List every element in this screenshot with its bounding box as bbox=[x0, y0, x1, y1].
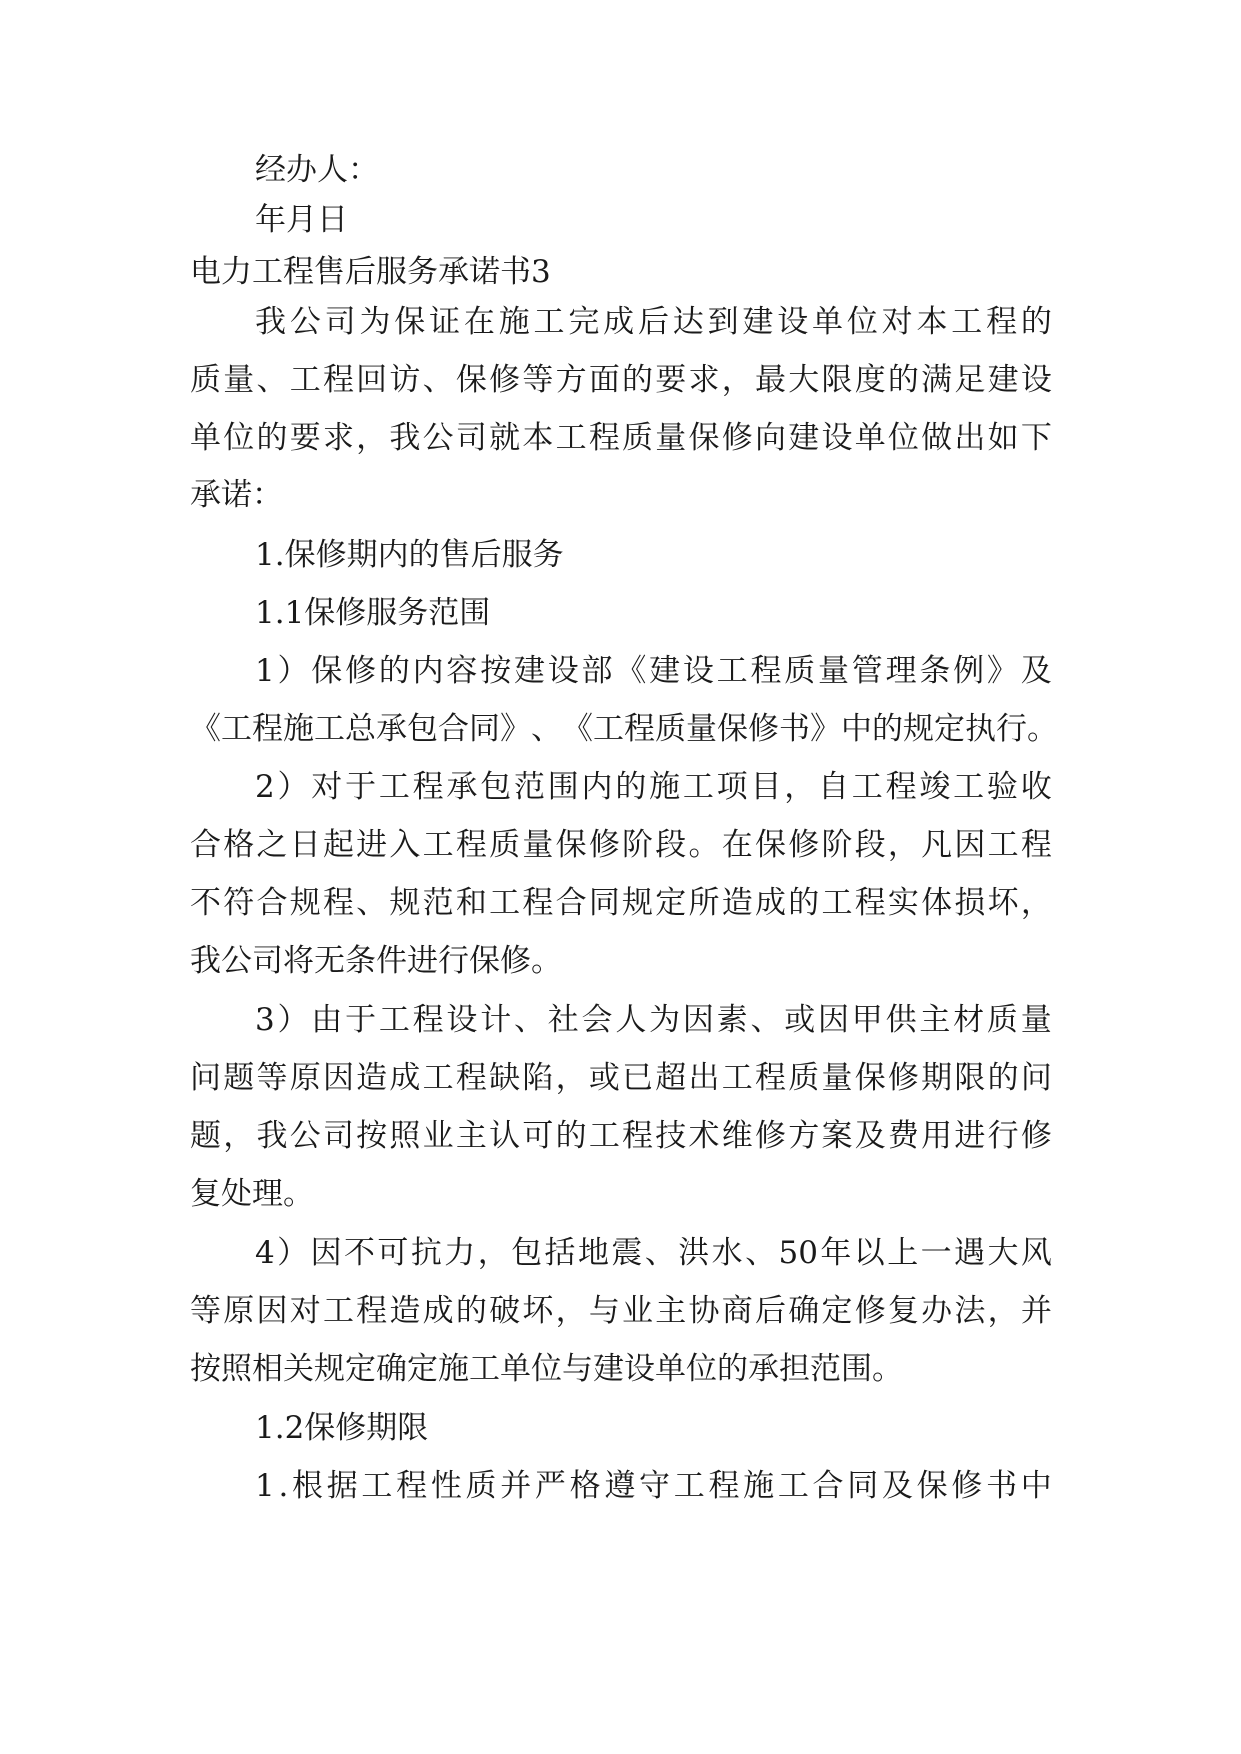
paragraph-line: 复处理。 bbox=[190, 1176, 314, 1212]
date-line: 年月日 bbox=[255, 202, 348, 238]
paragraph-line: 问 题 等 原 因 造 成 工 程 缺 陷 ， 或 已 超 出 工 程 质 量 保 修 期 限 的 问 bbox=[190, 1060, 1052, 1096]
paragraph-line: 1 . 根 据 工 程 性 质 并 严 格 遵 守 工 程 施 工 合 同 及 保 修 书 中 bbox=[255, 1468, 1052, 1504]
paragraph-line: 合 格 之 日 起 进 入 工 程 质 量 保 修 阶 段 。 在 保 修 阶 段 ， 凡 因 工 程 bbox=[190, 827, 1052, 863]
section-title: 电力工程售后服务承诺书3 bbox=[190, 254, 551, 290]
heading-line: 1.1保修服务范围 bbox=[255, 595, 491, 631]
paragraph-line: 不 符 合 规 程 、 规 范 和 工 程 合 同 规 定 所 造 成 的 工 程 实 体 损 坏 ， bbox=[190, 885, 1052, 921]
paragraph-line: 4 ） 因 不 可 抗 力 ， 包 括 地 震 、 洪 水 、 50 年 以 上 一 遇 大 风 bbox=[255, 1235, 1052, 1271]
paragraph-line: 单 位 的 要 求 ， 我 公 司 就 本 工 程 质 量 保 修 向 建 设 单 位 做 出 如 下 bbox=[190, 420, 1052, 456]
paragraph-line: 3 ） 由 于 工 程 设 计 、 社 会 人 为 因 素 、 或 因 甲 供 主 材 质 量 bbox=[255, 1002, 1052, 1038]
paragraph-line: 按照相关规定确定施工单位与建设单位的承担范围。 bbox=[190, 1351, 903, 1387]
paragraph-line: 我 公 司 为 保 证 在 施 工 完 成 后 达 到 建 设 单 位 对 本 工 程 的 bbox=[255, 304, 1052, 340]
heading-line: 1.2保修期限 bbox=[255, 1410, 429, 1446]
paragraph-line: 等 原 因 对 工 程 造 成 的 破 坏 ， 与 业 主 协 商 后 确 定 修 复 办 法 ， 并 bbox=[190, 1293, 1052, 1329]
paragraph-line: 承诺： bbox=[190, 477, 283, 513]
paragraph-line: 质 量 、 工 程 回 访 、 保 修 等 方 面 的 要 求 ， 最 大 限 度 的 满 足 建 设 bbox=[190, 362, 1052, 398]
paragraph-line: 2 ） 对 于 工 程 承 包 范 围 内 的 施 工 项 目 ， 自 工 程 竣 工 验 收 bbox=[255, 769, 1052, 805]
signatory-line: 经办人： bbox=[255, 152, 379, 188]
paragraph-line: 1 ） 保 修 的 内 容 按 建 设 部 《 建 设 工 程 质 量 管 理 条 例 》 及 bbox=[255, 653, 1052, 689]
paragraph-line: 题 ， 我 公 司 按 照 业 主 认 可 的 工 程 技 术 维 修 方 案 及 费 用 进 行 修 bbox=[190, 1118, 1052, 1154]
paragraph-line: 《 工 程 施 工 总 承 包 合 同 》 、 《 工 程 质 量 保 修 书 》 中 的 规 定 执 行 。 bbox=[190, 711, 1058, 747]
paragraph-line: 我公司将无条件进行保修。 bbox=[190, 943, 562, 979]
heading-line: 1.保修期内的售后服务 bbox=[255, 537, 564, 573]
